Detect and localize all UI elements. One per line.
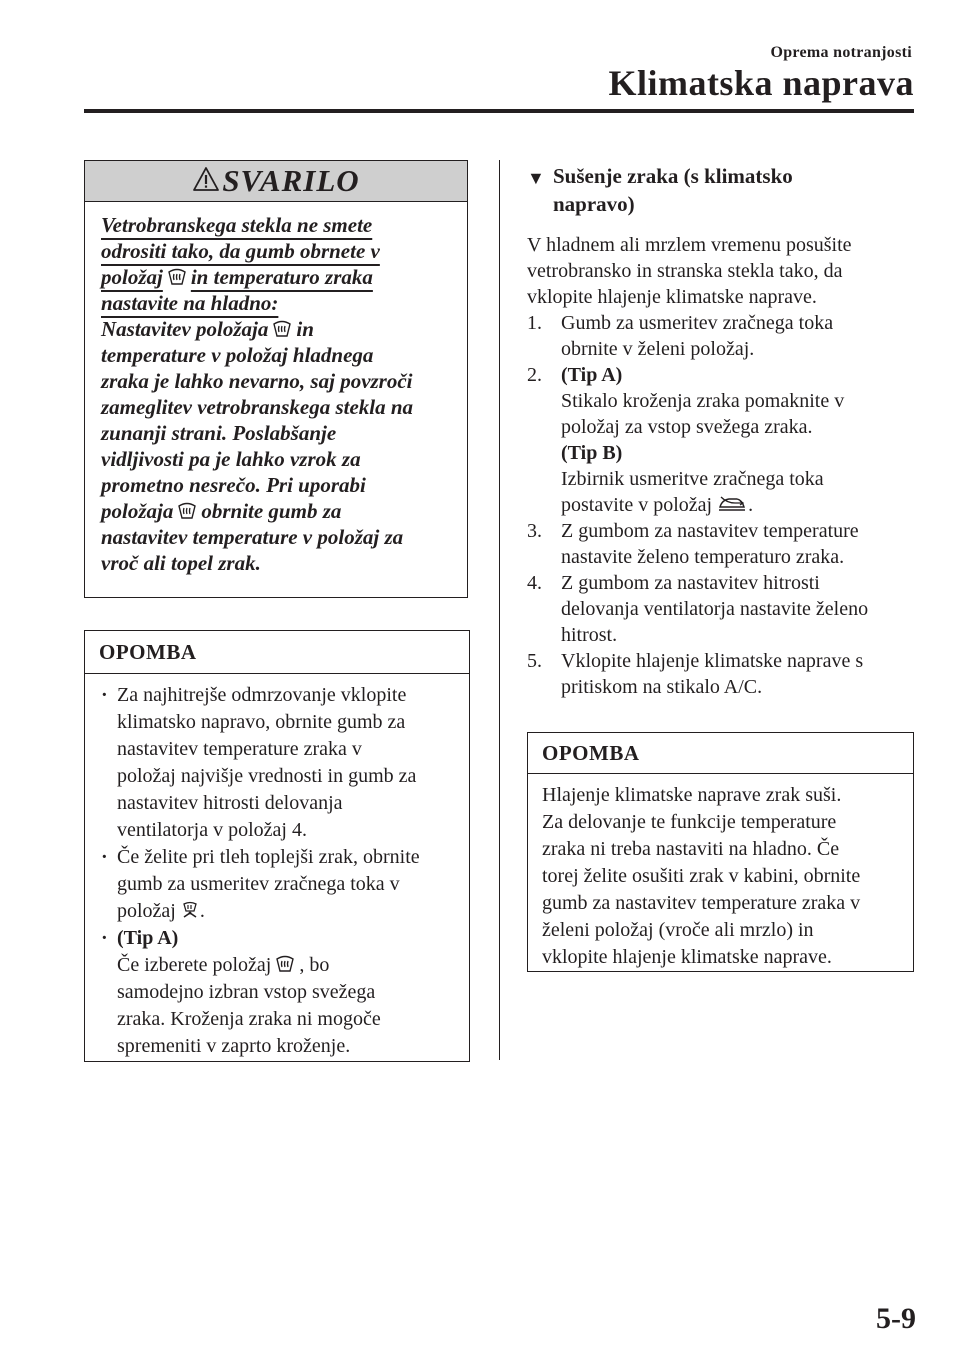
note-box-left: [84, 630, 470, 1062]
down-triangle-icon: ▼: [527, 168, 545, 188]
note-bullet: · Če želite pri tleh toplejši zrak, obrnite gumb za usmeritev zračnega toka v položaj .: [99, 844, 459, 925]
note-bullet: · Za najhitrejše odmrzovanje vklopite klimatsko napravo, obrnite gumb za nastavitev temperature zraka v položaj najvišje vrednosti in gumb za nastavitev hitrosti delovanja ventilatorja v položaj 4.: [99, 682, 459, 844]
warning-triangle-icon: [192, 166, 220, 192]
warning-line: nastavitev temperature v položaj za: [101, 525, 404, 549]
warning-line: zunanji strani. Poslabšanje: [101, 421, 337, 445]
step-item: 1. Gumb za usmeritev zračnega toka obrnite v želeni položaj.: [527, 312, 834, 360]
page-number: 5-9: [876, 1302, 916, 1335]
warning-line: temperature v položaj hladnega: [101, 343, 374, 367]
floor-defrost-icon: [181, 901, 199, 919]
step-item: 2. (Tip A) Stikalo kroženja zraka pomaknite v položaj za vstop svežega zraka. (Tip B) Izbirnik usmeritve zračnega toka postavite v položaj .: [527, 364, 845, 516]
windshield-defrost-icon: [167, 268, 187, 286]
fresh-air-intake-icon: [717, 495, 747, 513]
note-bullet: · (Tip A) Če izberete položaj , bo samodejno izbran vstop svežega zraka. Kroženja zraka ni mogoče spremeniti v zaprto kroženje.: [99, 925, 459, 1060]
warning-line: zraka je lahko nevarno, saj povzroči: [101, 369, 413, 393]
warning-line: prometno nesrečo. Pri uporabi: [101, 473, 366, 497]
warning-title: SVARILO: [222, 163, 360, 198]
warning-header: [85, 161, 467, 202]
page-title: Klimatska naprava: [608, 63, 914, 103]
warning-text: [85, 202, 467, 576]
warning-line: vidljivosti pa je lahko vzrok za: [101, 447, 361, 471]
header-rule: [84, 109, 914, 113]
note-box-right: [527, 732, 914, 972]
step-item: 4. Z gumbom za nastavitev hitrosti delovanja ventilatorja nastavite želeno hitrost.: [527, 572, 869, 646]
note-title: OPOMBA: [85, 631, 469, 674]
intro-paragraph: V hladnem ali mrzlem vremenu posušite vetrobransko in stranska stekla tako, da vklopite hlajenje klimatske naprave.: [527, 234, 852, 308]
warning-line: položaja obrnite gumb za: [101, 499, 342, 523]
windshield-defrost-icon: [275, 955, 295, 973]
windshield-defrost-icon: [272, 320, 292, 338]
windshield-defrost-icon: [177, 502, 197, 520]
warning-box: [84, 160, 468, 598]
warning-line: položaj in temperaturo zraka: [101, 265, 373, 289]
column-divider: [499, 160, 500, 1060]
note-title: OPOMBA: [528, 733, 913, 774]
warning-line: odrositi tako, da gumb obrnete v: [101, 239, 380, 263]
section-heading: ▼ Sušenje zraka (s klimatsko napravo): [527, 164, 793, 216]
warning-line: Nastavitev položaja in: [101, 317, 314, 341]
header-section: Oprema notranjosti: [770, 44, 912, 61]
warning-line: nastavite na hladno:: [101, 291, 279, 315]
note-body: Hlajenje klimatske naprave zrak suši. Za delovanje te funkcije temperature zraka ni treba nastaviti na hladno. Če torej želite osušiti zrak v kabini, obrnite gumb za nastavitev temperature zraka v želeni položaj (vroče ali mrzlo) in vklopite hlajenje klimatske naprave.: [542, 784, 861, 968]
warning-line: vroč ali topel zrak.: [101, 551, 261, 575]
step-item: 5. Vklopite hlajenje klimatske naprave s pritiskom na stikalo A/C.: [527, 650, 864, 698]
step-item: 3. Z gumbom za nastavitev temperature nastavite želeno temperaturo zraka.: [527, 520, 859, 568]
warning-line: Vetrobranskega stekla ne smete: [101, 213, 373, 237]
note-body: [85, 674, 469, 1060]
warning-line: zameglitev vetrobranskega stekla na: [101, 395, 414, 419]
right-column: [527, 162, 917, 700]
